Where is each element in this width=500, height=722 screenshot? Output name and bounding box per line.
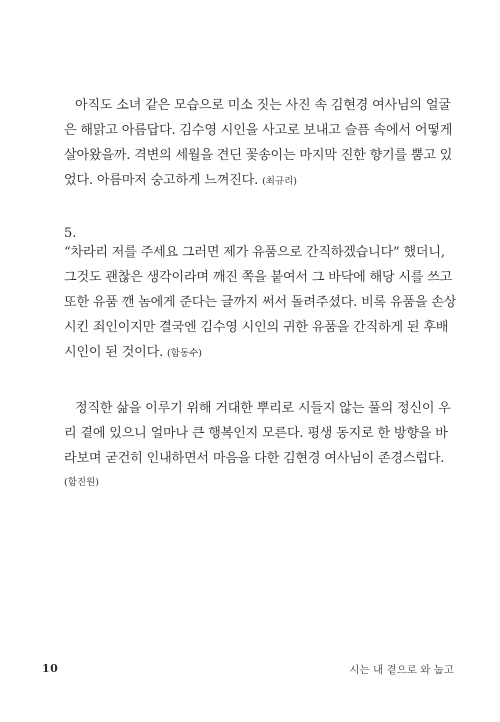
paragraph-2-line-3: 또한 유품 깬 놈에게 준다는 글까지 써서 돌려주셨다. 비록 유품을 손상 [64,295,457,310]
paragraph-3-line-1: 정직한 삶을 이루기 위해 거대한 뿌리로 시들지 않는 풀의 정신이 우 [75,401,451,416]
paragraph-2-text: 시인이 된 것이다. [64,345,164,360]
running-title: 시는 내 곁으로 와 눕고 [349,664,454,676]
paragraph-1-author: (최규리) [262,176,298,187]
paragraph-1-line-3: 살아왔을까. 격변의 세월을 견딘 꽃송이는 마지막 진한 향기를 뿜고 있 [64,148,453,163]
section-number: 5. [64,226,77,241]
paragraph-3-line-4 [64,473,436,492]
paragraph-2-line-4: 시킨 죄인이지만 결국엔 김수영 시인의 귀한 유품을 간직하게 된 후배 [64,320,449,335]
paragraph-2-line-1: “차라리 저를 주세요 그러면 제가 유품으로 간직하겠습니다” 했더니, [64,245,445,260]
page-number: 10 [42,662,59,675]
paragraph-3-author: (함진원) [64,477,99,488]
paragraph-1-text: 었다. 아름마저 숭고하게 느껴진다. [64,173,259,188]
paragraph-2-line-5 [64,344,436,363]
paragraph-1-line-4 [64,172,436,191]
paragraph-3-line-3: 라보며 굳건히 인내하면서 마음을 다한 김현경 여사님이 존경스럽다. [64,451,445,466]
paragraph-1-line-1: 아직도 소녀 같은 모습으로 미소 짓는 사진 속 김현경 여사님의 얼굴 [75,98,451,113]
paragraph-2-line-2: 그것도 괜찮은 생각이라며 깨진 쪽을 붙여서 그 바닥에 해당 시를 쓰고 [64,270,453,285]
paragraph-1-line-2: 은 해맑고 아름답다. 김수영 시인을 사고로 보내고 슬픔 속에서 어떻게 [64,123,453,138]
paragraph-3-line-2: 리 곁에 있으니 얼마나 큰 행복인지 모른다. 평생 동지로 한 방향을 바 [64,426,448,441]
paragraph-2-author: (함동수) [167,348,202,359]
